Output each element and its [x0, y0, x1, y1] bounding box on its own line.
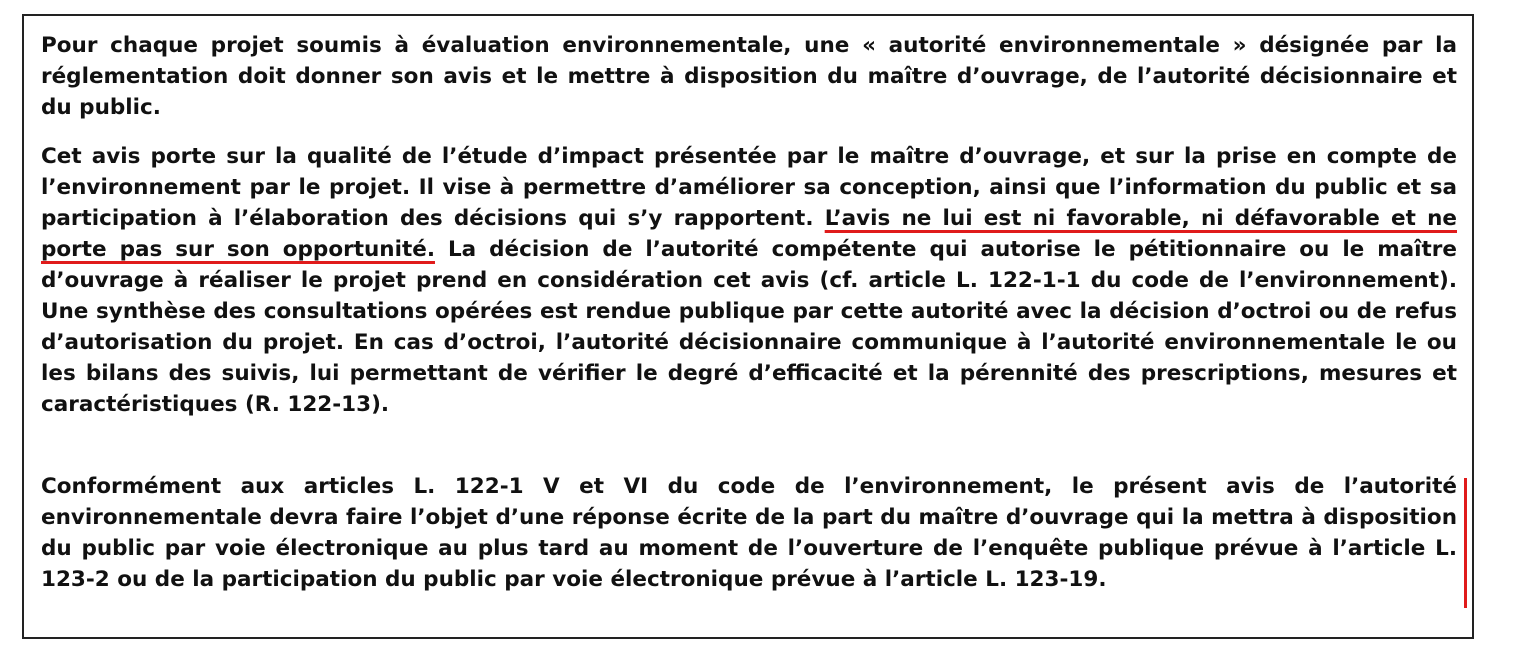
- margin-highlight-bar: [1464, 478, 1467, 608]
- highlighted-sentence: L’avis ne lui est ni favorable, ni défavorable et ne porte pas sur son opportunité.: [41, 206, 1457, 262]
- paragraph-2-text-after: La décision de l’autorité compétente qui autorise le pétitionnaire ou le maître d’ouvrage à réaliser le projet prend en considération cet avis (cf. article L. 122-1-1 du code de l’environnement). Une synthèse des consultations opérées est rendue publique par cette autorité avec la décision d’octroi ou de refus d’autorisation du projet. En cas d’octroi, l’autorité décisionnaire communique à l’autorité environnementale le ou les bilans des suivis, lui permettant de vérifier le degré d’efficacité et la pérennité des prescriptions, mesures et caractéristiques (R. 122-13).: [41, 237, 1457, 417]
- paragraph-3: Conformément aux articles L. 122-1 V et VI du code de l’environnement, le présent avis de l’autorité environnementale devra faire l’objet d’une réponse écrite de la part du maître d’ouvrage qui la mettra à disposition du public par voie électronique au plus tard au moment de l’ouverture de l’enquête publique prévue à l’article L. 123-2 ou de la participation du public par voie électronique prévue à l’article L. 123-19.: [41, 474, 1457, 592]
- text-frame: [22, 14, 1474, 639]
- paragraph-2-text-before: Cet avis porte sur la qualité de l’étude d’impact présentée par le maître d’ouvrage, et sur la prise en compte de l’environnement par le projet. Il vise à permettre d’améliorer sa conception, ainsi que l’information du public et sa participation à l’élaboration des décisions qui s’y rapportent.: [41, 144, 1457, 231]
- paragraph-1: Pour chaque projet soumis à évaluation environnementale, une « autorité environnementale » désignée par la réglementation doit donner son avis et le mettre à disposition du maître d’ouvrage, de l’autorité décisionnaire et du public.: [41, 33, 1457, 120]
- paragraph-2: [41, 141, 1457, 420]
